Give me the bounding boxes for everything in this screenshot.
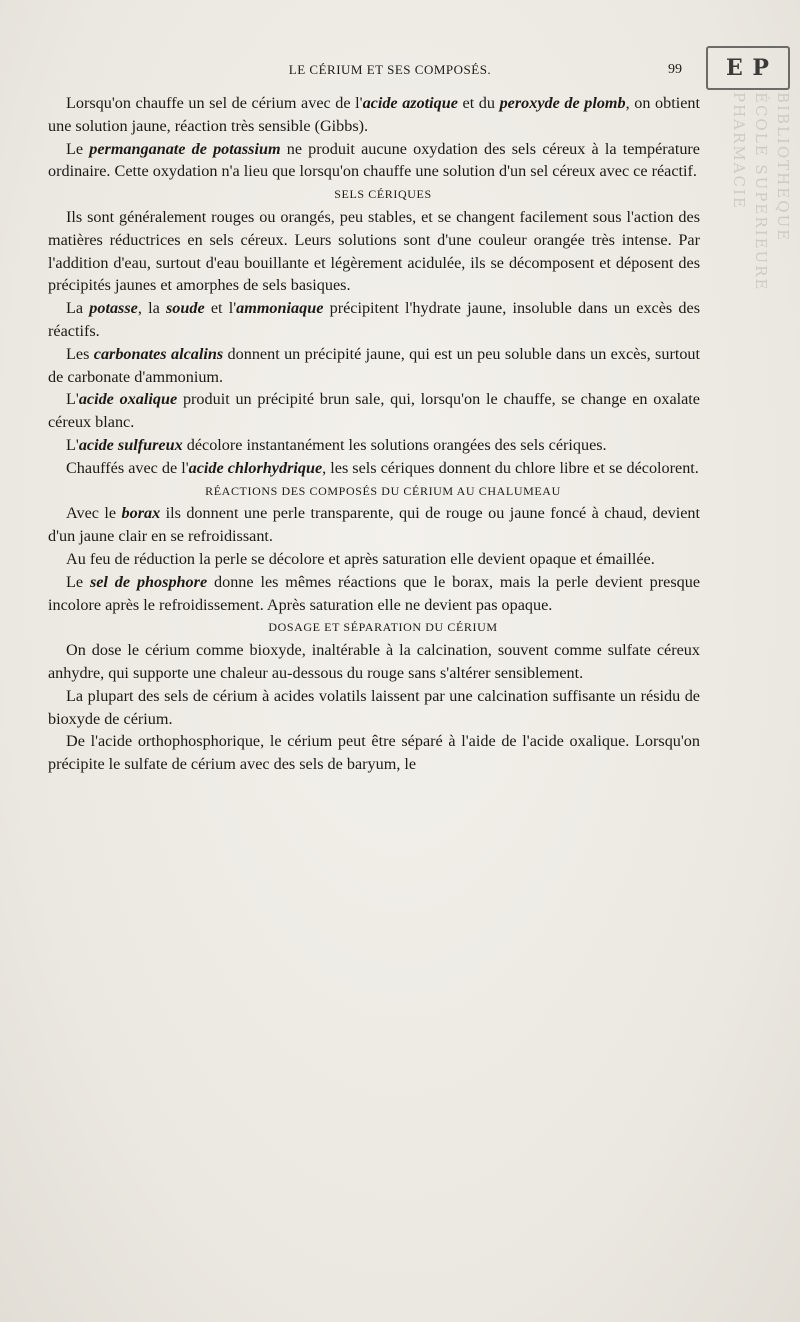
paragraph: Ils sont généralement rouges ou orangés, peu stables, et se changent facilement sous l'action des matières réductrices en sels céreux. Leurs solutions sont d'une couleur orangée très intense. Par l'addition d'eau, surtout d'eau bouillante et légèrement acidulée, ils se décomposent et déposent des précipités jaunes et amorphes de sels basiques.	[48, 207, 700, 295]
paragraph: La potasse, la soude et l'ammoniaque précipitent l'hydrate jaune, insoluble dans un excès des réactifs.	[48, 299, 700, 340]
paragraph: De l'acide orthophosphorique, le cérium peut être séparé à l'aide de l'acide oxalique. Lorsqu'on précipite le sulfate de cérium avec des sels de baryum, le	[48, 732, 700, 774]
library-stamp	[706, 46, 790, 90]
page-number: 99	[668, 62, 682, 77]
paragraph: L'acide sulfureux décolore instantanément les solutions orangées des sels cériques.	[66, 435, 607, 454]
running-header: LE CÉRIUM ET SES COMPOSÉS.	[288, 62, 492, 77]
paragraph: Les carbonates alcalins donnent un précipité jaune, qui est un peu soluble dans un excès, surtout de carbonate d'ammonium.	[48, 344, 701, 386]
library-watermark: BIBLIOTHEQUE ÉCOLE SUPERIEURE PHARMACIE	[730, 92, 792, 292]
paragraph: On dose le cérium comme bioxyde, inaltérable à la calcination, souvent comme sulfate céreux anhydre, qui supporte une chaleur au-dessous du rouge sans s'altérer sensiblement.	[48, 641, 700, 682]
section-title: SELS CÉRIQUES	[334, 187, 432, 202]
paragraph: Avec le borax ils donnent une perle transparente, qui de rouge ou jaune foncé à chaud, devient d'un jaune clair en se refroidissant.	[48, 504, 700, 546]
section-title: RÉACTIONS DES COMPOSÉS DU CÉRIUM AU CHALUMEAU	[205, 483, 561, 498]
paragraph: Au feu de réduction la perle se décolore et après saturation elle devient opaque et émaillée.	[66, 549, 655, 568]
paragraph: Le permanganate de potassium ne produit aucune oxydation des sels céreux à la température ordinaire. Cette oxydation n'a lieu que lorsqu'on chauffe une solution d'un sel céreux avec ce réactif.	[48, 139, 700, 181]
section-title: DOSAGE ET SÉPARATION DU CÉRIUM	[268, 620, 498, 635]
body-text	[48, 92, 700, 776]
paragraph: L'acide oxalique produit un précipité brun sale, qui, lorsqu'on le chauffe, se change en oxalate céreux blanc.	[48, 390, 700, 432]
paragraph: Le sel de phosphore donne les mêmes réactions que le borax, mais la perle devient presque incolore après le refroidissement. Après saturation elle ne devient pas opaque.	[48, 572, 700, 614]
stamp-letters: E P	[726, 55, 770, 81]
paragraph: La plupart des sels de cérium à acides volatils laissent par une calcination suffisante un résidu de bioxyde de cérium.	[48, 686, 700, 728]
paragraph: Chauffés avec de l'acide chlorhydrique, les sels cériques donnent du chlore libre et se décolorent.	[66, 458, 699, 477]
paragraph: Lorsqu'on chauffe un sel de cérium avec de l'acide azotique et du peroxyde de plomb, on obtient une solution jaune, réaction très sensible (Gibbs).	[48, 94, 700, 135]
